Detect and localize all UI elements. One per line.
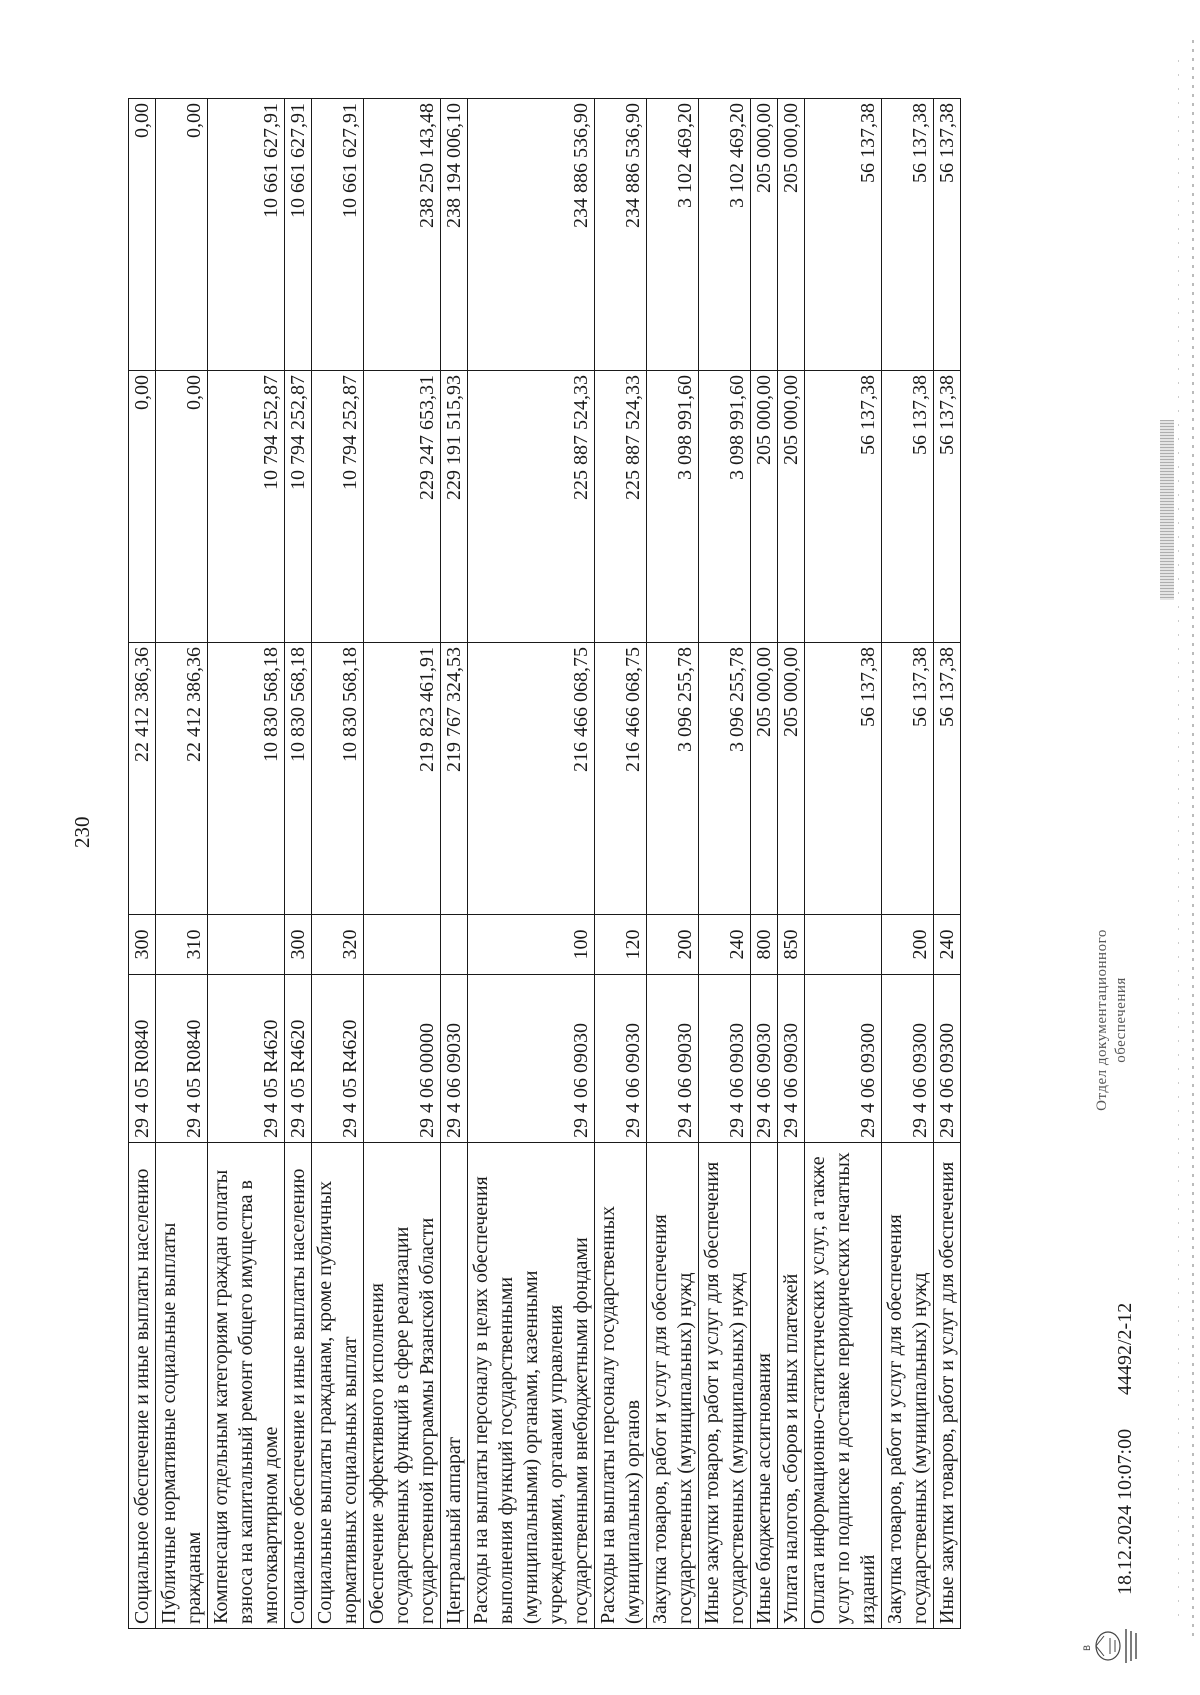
table-row — [805, 99, 882, 1629]
page-number: 230 — [70, 816, 94, 848]
cell-target-article: 29 4 06 00000 — [364, 975, 441, 1143]
table-row — [129, 99, 156, 1629]
table-row — [208, 99, 285, 1629]
cell-expense-type — [441, 915, 468, 975]
cell-amount-year-1: 56 137,38 — [805, 643, 882, 915]
cell-name: Иные закупки товаров, работ и услуг для обеспечения государственных (муниципальных) нужд — [699, 1143, 751, 1629]
department-stamp — [1093, 905, 1131, 1135]
cell-amount-year-2: 225 887 524,33 — [595, 371, 647, 643]
cell-amount-year-2: 10 794 252,87 — [208, 371, 285, 643]
cell-amount-year-3: 10 661 627,91 — [285, 99, 312, 371]
cell-name: Обеспечение эффективного исполнения государственных функций в сфере реализации государственной программы Рязанской области — [364, 1143, 441, 1629]
cell-expense-type: 300 — [285, 915, 312, 975]
cell-amount-year-3: 10 661 627,91 — [208, 99, 285, 371]
cell-amount-year-2: 0,00 — [129, 371, 156, 643]
cell-name: Оплата информационно-статистических услуг, а также услуг по подписке и доставке периодических печатных изданий — [805, 1143, 882, 1629]
cell-amount-year-3: 10 661 627,91 — [312, 99, 364, 371]
cell-name: Уплата налогов, сборов и иных платежей — [778, 1143, 805, 1629]
cell-amount-year-2: 229 247 653,31 — [364, 371, 441, 643]
cell-amount-year-2: 10 794 252,87 — [285, 371, 312, 643]
cell-expense-type: 100 — [468, 915, 595, 975]
table-row — [312, 99, 364, 1629]
cell-amount-year-1: 10 830 568,18 — [312, 643, 364, 915]
cell-target-article: 29 4 06 09030 — [751, 975, 778, 1143]
table-row — [595, 99, 647, 1629]
cell-expense-type: 200 — [647, 915, 699, 975]
table-row — [934, 99, 961, 1629]
cell-name: Компенсация отдельным категориям граждан оплаты взноса на капитальный ремонт общего имущества в многоквартирном доме — [208, 1143, 285, 1629]
table-body — [129, 99, 961, 1629]
cell-target-article: 29 4 05 R4620 — [312, 975, 364, 1143]
table-row — [699, 99, 751, 1629]
cell-target-article: 29 4 06 09030 — [699, 975, 751, 1143]
cell-amount-year-2: 3 098 991,60 — [699, 371, 751, 643]
cell-amount-year-3: 56 137,38 — [882, 99, 934, 371]
cell-name: Иные бюджетные ассигнования — [751, 1143, 778, 1629]
cell-name: Закупка товаров, работ и услуг для обеспечения государственных (муниципальных) нужд — [882, 1143, 934, 1629]
table-row — [647, 99, 699, 1629]
cell-expense-type — [364, 915, 441, 975]
cell-amount-year-1: 205 000,00 — [778, 643, 805, 915]
cell-amount-year-2: 205 000,00 — [778, 371, 805, 643]
cell-amount-year-3: 56 137,38 — [805, 99, 882, 371]
cell-amount-year-1: 10 830 568,18 — [208, 643, 285, 915]
cell-amount-year-3: 205 000,00 — [778, 99, 805, 371]
cell-expense-type — [208, 915, 285, 975]
cell-amount-year-2: 10 794 252,87 — [312, 371, 364, 643]
stamp-line-1: Отдел документационного — [1094, 929, 1110, 1111]
cell-amount-year-2: 3 098 991,60 — [647, 371, 699, 643]
table-row — [468, 99, 595, 1629]
cell-amount-year-3: 3 102 469,20 — [699, 99, 751, 371]
cell-amount-year-2: 225 887 524,33 — [468, 371, 595, 643]
cell-amount-year-1: 10 830 568,18 — [285, 643, 312, 915]
cell-amount-year-1: 3 096 255,78 — [699, 643, 751, 915]
footer-timestamp: 18.12.2024 10:07:00 — [1114, 1428, 1136, 1595]
footer-document-code: 44492/2-12 — [1114, 1302, 1136, 1395]
cell-name: Закупка товаров, работ и услуг для обеспечения государственных (муниципальных) нужд — [647, 1143, 699, 1629]
cell-name: Социальное обеспечение и иные выплаты населению — [129, 1143, 156, 1629]
cell-target-article: 29 4 06 09030 — [595, 975, 647, 1143]
cell-amount-year-3: 234 886 536,90 — [468, 99, 595, 371]
cell-expense-type: 120 — [595, 915, 647, 975]
cell-amount-year-2: 56 137,38 — [934, 371, 961, 643]
cell-amount-year-1: 216 466 068,75 — [595, 643, 647, 915]
cell-amount-year-3: 0,00 — [156, 99, 208, 371]
table-row — [882, 99, 934, 1629]
cell-amount-year-2: 56 137,38 — [882, 371, 934, 643]
cell-amount-year-3: 3 102 469,20 — [647, 99, 699, 371]
cell-amount-year-1: 22 412 386,36 — [129, 643, 156, 915]
cell-name: Социальные выплаты гражданам, кроме публичных нормативных социальных выплат — [312, 1143, 364, 1629]
cell-name: Иные закупки товаров, работ и услуг для обеспечения — [934, 1143, 961, 1629]
cell-expense-type: 240 — [934, 915, 961, 975]
cell-target-article: 29 4 06 09300 — [934, 975, 961, 1143]
budget-table — [128, 98, 961, 1629]
cell-target-article: 29 4 05 R0840 — [129, 975, 156, 1143]
cell-name: Публичные нормативные социальные выплаты гражданам — [156, 1143, 208, 1629]
table-row — [285, 99, 312, 1629]
cell-target-article: 29 4 05 R4620 — [208, 975, 285, 1143]
cell-amount-year-1: 216 466 068,75 — [468, 643, 595, 915]
cell-expense-type — [805, 915, 882, 975]
table-row — [364, 99, 441, 1629]
cell-expense-type: 300 — [129, 915, 156, 975]
cell-amount-year-2: 56 137,38 — [805, 371, 882, 643]
cell-amount-year-1: 219 767 324,53 — [441, 643, 468, 915]
cell-amount-year-1: 3 096 255,78 — [647, 643, 699, 915]
svg-text:В: В — [1083, 1644, 1093, 1651]
cell-target-article: 29 4 05 R0840 — [156, 975, 208, 1143]
cell-target-article: 29 4 06 09300 — [805, 975, 882, 1143]
cell-target-article: 29 4 05 R4620 — [285, 975, 312, 1143]
cell-expense-type: 240 — [699, 915, 751, 975]
cell-name: Расходы на выплаты персоналу государственных (муниципальных) органов — [595, 1143, 647, 1629]
cell-expense-type: 850 — [778, 915, 805, 975]
cell-amount-year-3: 238 250 143,48 — [364, 99, 441, 371]
table-row — [441, 99, 468, 1629]
cell-amount-year-3: 56 137,38 — [934, 99, 961, 371]
cell-amount-year-1: 56 137,38 — [882, 643, 934, 915]
cell-target-article: 29 4 06 09030 — [441, 975, 468, 1143]
cell-amount-year-3: 238 194 006,10 — [441, 99, 468, 371]
cell-target-article: 29 4 06 09030 — [647, 975, 699, 1143]
cell-target-article: 29 4 06 09030 — [778, 975, 805, 1143]
cell-amount-year-1: 219 823 461,91 — [364, 643, 441, 915]
cell-target-article: 29 4 06 09300 — [882, 975, 934, 1143]
cell-amount-year-1: 205 000,00 — [751, 643, 778, 915]
cell-expense-type: 800 — [751, 915, 778, 975]
cell-amount-year-2: 205 000,00 — [751, 371, 778, 643]
table-row — [156, 99, 208, 1629]
cell-name: Социальное обеспечение и иные выплаты населению — [285, 1143, 312, 1629]
cell-expense-type: 310 — [156, 915, 208, 975]
table-row — [778, 99, 805, 1629]
cell-amount-year-2: 0,00 — [156, 371, 208, 643]
cell-amount-year-3: 0,00 — [129, 99, 156, 371]
cell-amount-year-1: 56 137,38 — [934, 643, 961, 915]
cell-amount-year-2: 229 191 515,93 — [441, 371, 468, 643]
cell-expense-type: 200 — [882, 915, 934, 975]
cell-amount-year-3: 205 000,00 — [751, 99, 778, 371]
emblem-icon — [1080, 1619, 1144, 1673]
cell-expense-type: 320 — [312, 915, 364, 975]
cell-amount-year-3: 234 886 536,90 — [595, 99, 647, 371]
cell-target-article: 29 4 06 09030 — [468, 975, 595, 1143]
cell-amount-year-1: 22 412 386,36 — [156, 643, 208, 915]
cell-name: Расходы на выплаты персоналу в целях обеспечения выполнения функций государственными (муниципальными) органами, казенными учреждениями, органами управления государственными внебюджетными фондами — [468, 1143, 595, 1629]
cell-name: Центральный аппарат — [441, 1143, 468, 1629]
table-row — [751, 99, 778, 1629]
stamp-line-2: обеспечения — [1113, 977, 1129, 1063]
